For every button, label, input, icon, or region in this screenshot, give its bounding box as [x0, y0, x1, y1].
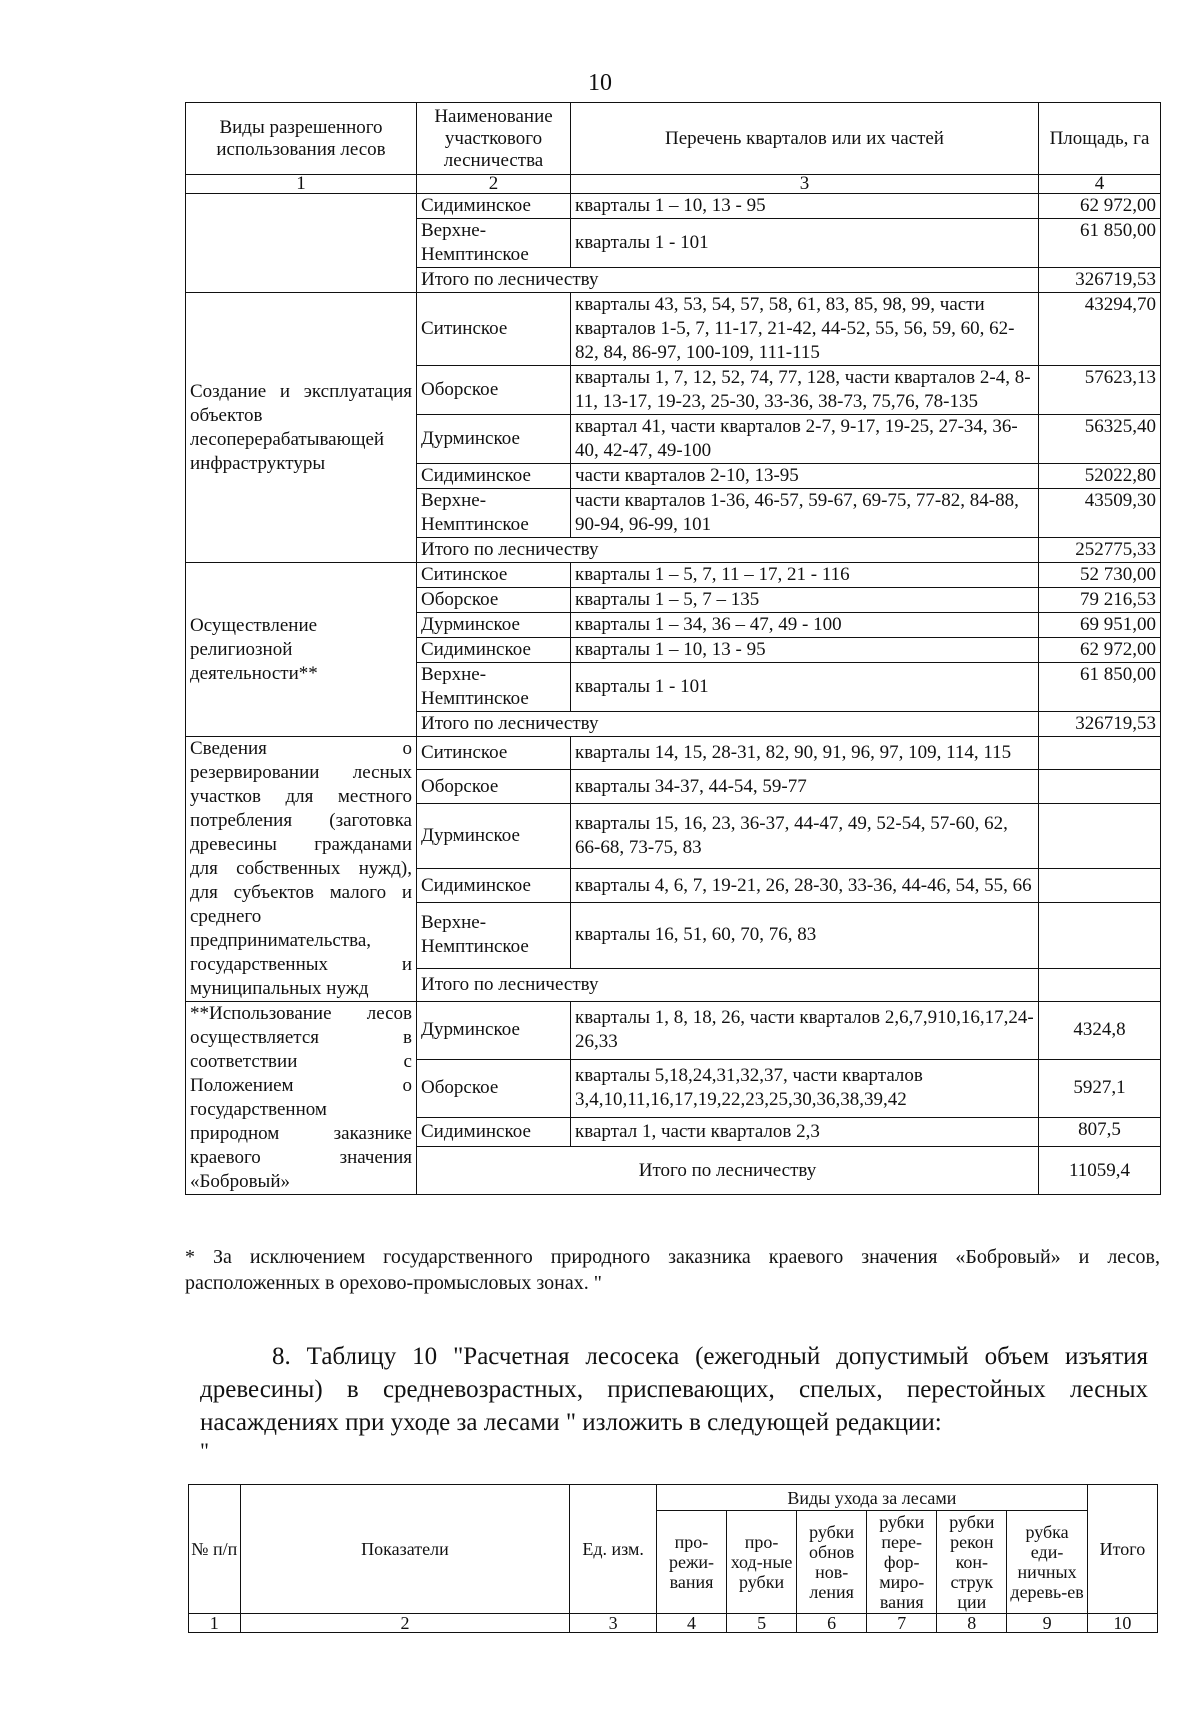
header-forestry-name: Наименование участкового лесничества — [417, 103, 571, 175]
forestry-name: Дурминское — [417, 803, 571, 869]
forestry-name: Оборское — [417, 366, 571, 415]
forestry-name: Оборское — [417, 1059, 571, 1117]
forestry-name: Ситинское — [417, 563, 571, 588]
blocks-list: кварталы 1 – 5, 7 – 135 — [571, 588, 1039, 613]
total-value: 326719,53 — [1039, 268, 1161, 293]
blocks-list: кварталы 1, 8, 18, 26, части кварталов 2,6,7,910,16,17,24-26,33 — [571, 1002, 1039, 1060]
total-value: 11059,4 — [1039, 1147, 1161, 1195]
forestry-name: Верхне-Немптинское — [417, 663, 571, 712]
area-value: 52022,80 — [1039, 464, 1161, 489]
table-row — [186, 1002, 1161, 1060]
blocks-list: кварталы 1, 7, 12, 52, 74, 77, 128, части кварталов 2-4, 8-11, 13-17, 19-23, 25-30, 33-36, 38-73, 75,76, 78-135 — [571, 366, 1039, 415]
area-value — [1039, 869, 1161, 902]
area-value: 5927,1 — [1039, 1059, 1161, 1117]
col-index: 8 — [937, 1614, 1007, 1633]
header-care-type: рубки пере-фор-миро-вания — [867, 1511, 937, 1614]
forestry-name: Сидиминское — [417, 869, 571, 902]
forestry-name: Верхне-Немптинское — [417, 489, 571, 538]
area-value: 57623,13 — [1039, 366, 1161, 415]
col-index: 10 — [1087, 1614, 1157, 1633]
forestry-name: Верхне-Немптинское — [417, 902, 571, 968]
table-row — [186, 737, 1161, 770]
header-row-number: № п/п — [189, 1485, 241, 1614]
area-value — [1039, 902, 1161, 968]
area-value: 79 216,53 — [1039, 588, 1161, 613]
header-blocks-list: Перечень кварталов или их частей — [571, 103, 1039, 175]
blocks-list: кварталы 1 – 34, 36 – 47, 49 - 100 — [571, 613, 1039, 638]
forestry-name: Оборское — [417, 770, 571, 803]
area-value: 807,5 — [1039, 1117, 1161, 1147]
blocks-list: квартал 1, части кварталов 2,3 — [571, 1117, 1039, 1147]
area-value: 4324,8 — [1039, 1002, 1161, 1060]
col-index: 5 — [727, 1614, 797, 1633]
table-row — [186, 194, 1161, 219]
blocks-list: кварталы 34-37, 44-54, 59-77 — [571, 770, 1039, 803]
footnote: * За исключением государственного природного заказника краевого значения «Бобровый» и лесов, расположенных в орехово-промысловых зонах. " — [185, 1246, 1160, 1294]
blocks-list: кварталы 43, 53, 54, 57, 58, 61, 83, 85, 98, 99, части кварталов 1-5, 7, 11-17, 21-42, 44-52, 55, 56, 59, 60, 62-82, 84, 86-97, 100-109, 111-115 — [571, 293, 1039, 366]
land-use-table — [185, 102, 1161, 1195]
header-care-type: рубки обнов нов-ления — [797, 1511, 867, 1614]
land-use-type: Осуществление религиозной деятельности** — [186, 563, 417, 737]
forestry-name: Дурминское — [417, 415, 571, 464]
land-use-type: **Использование лесов осуществляется в соответствии с Положением о государственном природном заказнике краевого значения «Бобровый» — [186, 1002, 417, 1195]
total-label: Итого по лесничеству — [417, 968, 1039, 1001]
total-label: Итого по лесничеству — [417, 268, 1039, 293]
col-index: 2 — [417, 175, 571, 194]
forestry-name: Дурминское — [417, 1002, 571, 1060]
total-label: Итого по лесничеству — [417, 712, 1039, 737]
col-index: 9 — [1007, 1614, 1087, 1633]
area-value: 69 951,00 — [1039, 613, 1161, 638]
total-label: Итого по лесничеству — [417, 1147, 1039, 1195]
forestry-name: Сидиминское — [417, 638, 571, 663]
area-value — [1039, 737, 1161, 770]
opening-quote: " — [200, 1438, 209, 1463]
forestry-name: Сидиминское — [417, 1117, 571, 1147]
col-index: 4 — [656, 1614, 726, 1633]
col-index: 2 — [240, 1614, 570, 1633]
amendment-paragraph: 8. Таблицу 10 "Расчетная лесосека (ежегодный допустимый объем изъятия древесины) в средневозрастных, приспевающих, спелых, перестойных лесных насаждениях при уходе за лесами " изложить в следующей редакции: — [200, 1343, 1148, 1436]
table-row — [186, 293, 1161, 366]
blocks-list: кварталы 16, 51, 60, 70, 76, 83 — [571, 902, 1039, 968]
header-area: Площадь, га — [1039, 103, 1161, 175]
forestry-name: Дурминское — [417, 613, 571, 638]
col-index: 1 — [186, 175, 417, 194]
total-label: Итого по лесничеству — [417, 538, 1039, 563]
total-value — [1039, 968, 1161, 1001]
blocks-list: кварталы 1 - 101 — [571, 663, 1039, 712]
header-care-type: рубки рекон кон-струк ции — [937, 1511, 1007, 1614]
blocks-list: части кварталов 1-36, 46-57, 59-67, 69-75, 77-82, 84-88, 90-94, 96-99, 101 — [571, 489, 1039, 538]
header-land-use-type: Виды разрешенного использования лесов — [186, 103, 417, 175]
blocks-list: части кварталов 2-10, 13-95 — [571, 464, 1039, 489]
blocks-list: кварталы 1 – 10, 13 - 95 — [571, 638, 1039, 663]
blocks-list: кварталы 4, 6, 7, 19-21, 26, 28-30, 33-36, 44-46, 54, 55, 66 — [571, 869, 1039, 902]
area-value — [1039, 770, 1161, 803]
column-index-row — [186, 175, 1161, 194]
col-index: 4 — [1039, 175, 1161, 194]
header-indicators: Показатели — [240, 1485, 570, 1614]
blocks-list: кварталы 5,18,24,31,32,37, части кварталов 3,4,10,11,16,17,19,22,23,25,30,36,38,39,42 — [571, 1059, 1039, 1117]
allowable-cut-table-header — [188, 1484, 1158, 1633]
forestry-name: Сидиминское — [417, 194, 571, 219]
total-value: 326719,53 — [1039, 712, 1161, 737]
col-index: 3 — [571, 175, 1039, 194]
table-row — [186, 563, 1161, 588]
forestry-name: Ситинское — [417, 293, 571, 366]
blocks-list: кварталы 1 - 101 — [571, 219, 1039, 268]
header-care-type: про-режи-вания — [656, 1511, 726, 1614]
blocks-list: кварталы 15, 16, 23, 36-37, 44-47, 49, 52-54, 57-60, 62, 66-68, 73-75, 83 — [571, 803, 1039, 869]
area-value: 56325,40 — [1039, 415, 1161, 464]
area-value: 52 730,00 — [1039, 563, 1161, 588]
area-value: 62 972,00 — [1039, 638, 1161, 663]
forestry-name: Оборское — [417, 588, 571, 613]
col-index: 6 — [797, 1614, 867, 1633]
header-total: Итого — [1087, 1485, 1157, 1614]
page-number: 10 — [588, 70, 612, 96]
forestry-name: Сидиминское — [417, 464, 571, 489]
forestry-name: Верхне-Немптинское — [417, 219, 571, 268]
column-index-row — [189, 1614, 1158, 1633]
blocks-list: кварталы 14, 15, 28-31, 82, 90, 91, 96, 97, 109, 114, 115 — [571, 737, 1039, 770]
col-index: 3 — [570, 1614, 657, 1633]
col-index: 1 — [189, 1614, 241, 1633]
area-value: 43294,70 — [1039, 293, 1161, 366]
land-use-type: Создание и эксплуатация объектов лесоперерабатывающей инфраструктуры — [186, 293, 417, 563]
total-value: 252775,33 — [1039, 538, 1161, 563]
area-value: 43509,30 — [1039, 489, 1161, 538]
land-use-type — [186, 194, 417, 293]
land-use-type: Сведения о резервировании лесных участков для местного потребления (заготовка древесины гражданами для собственных нужд), для субъектов малого и среднего предпринимательства, государственных и муниципальных нужд — [186, 737, 417, 1002]
header-unit: Ед. изм. — [570, 1485, 657, 1614]
area-value: 62 972,00 — [1039, 194, 1161, 219]
blocks-list: квартал 41, части кварталов 2-7, 9-17, 19-25, 27-34, 36-40, 42-47, 49-100 — [571, 415, 1039, 464]
blocks-list: кварталы 1 – 10, 13 - 95 — [571, 194, 1039, 219]
header-care-type: рубка еди-ничных деревь-ев — [1007, 1511, 1087, 1614]
col-index: 7 — [867, 1614, 937, 1633]
forestry-name: Ситинское — [417, 737, 571, 770]
header-care-types-group: Виды ухода за лесами — [656, 1485, 1087, 1511]
area-value: 61 850,00 — [1039, 663, 1161, 712]
area-value — [1039, 803, 1161, 869]
area-value: 61 850,00 — [1039, 219, 1161, 268]
header-care-type: про-ход-ные рубки — [727, 1511, 797, 1614]
blocks-list: кварталы 1 – 5, 7, 11 – 17, 21 - 116 — [571, 563, 1039, 588]
